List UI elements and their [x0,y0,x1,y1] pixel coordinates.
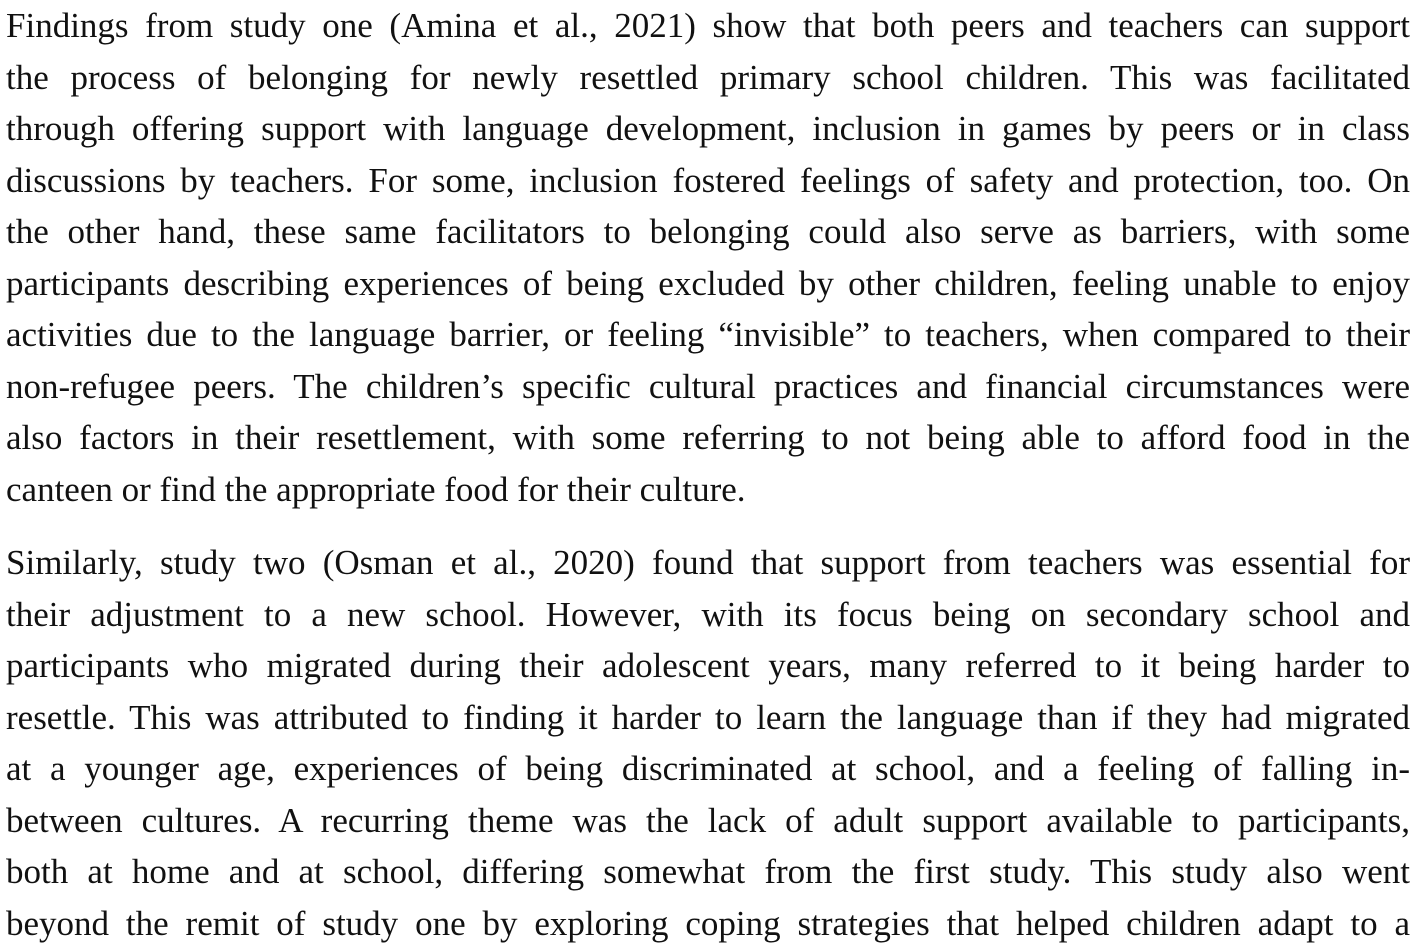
text-line: participants describing experiences of being excluded by other children, feeling unable to enjoy [6,263,1410,303]
text-line: activities due to the language barrier, or feeling “invisible” to teachers, when compared to their [6,315,1410,354]
text-line: the other hand, these same facilitators to belonging could also serve as barriers, with some [6,212,1410,251]
text-line: canteen or find the appropriate food for their culture. [6,469,746,509]
text-line: both at home and at school, differing somewhat from the first study. This study also went [6,852,1410,891]
text-line: Findings from study one (Amina et al., 2021) show that both peers and teachers can support [6,6,1410,45]
text-line: non-refugee peers. The children’s specific cultural practices and financial circumstances were [6,366,1410,406]
text-line: Similarly, study two (Osman et al., 2020) found that support from teachers was essential for [6,543,1410,582]
text-line: participants who migrated during their adolescent years, many referred to it being harder to [6,646,1410,685]
paragraph-study-one [6,0,1410,515]
text-line: the process of belonging for newly resettled primary school children. This was facilitated [6,57,1410,97]
text-line: their adjustment to a new school. However, with its focus being on secondary school and [6,594,1410,634]
text-line: at a younger age, experiences of being discriminated at school, and a feeling of falling in- [6,749,1410,788]
text-line: beyond the remit of study one by exploring coping strategies that helped children adapt to a [6,903,1410,943]
text-line: resettle. This was attributed to finding it harder to learn the language than if they had migrated [6,697,1410,737]
text-line: also factors in their resettlement, with some referring to not being able to afford food in the [6,418,1410,457]
text-line: between cultures. A recurring theme was the lack of adult support available to participants, [6,800,1410,840]
text-line: through offering support with language development, inclusion in games by peers or in class [6,109,1410,148]
paragraph-study-two [6,537,1410,949]
text-line: discussions by teachers. For some, inclusion fostered feelings of safety and protection, too. On [6,160,1410,200]
